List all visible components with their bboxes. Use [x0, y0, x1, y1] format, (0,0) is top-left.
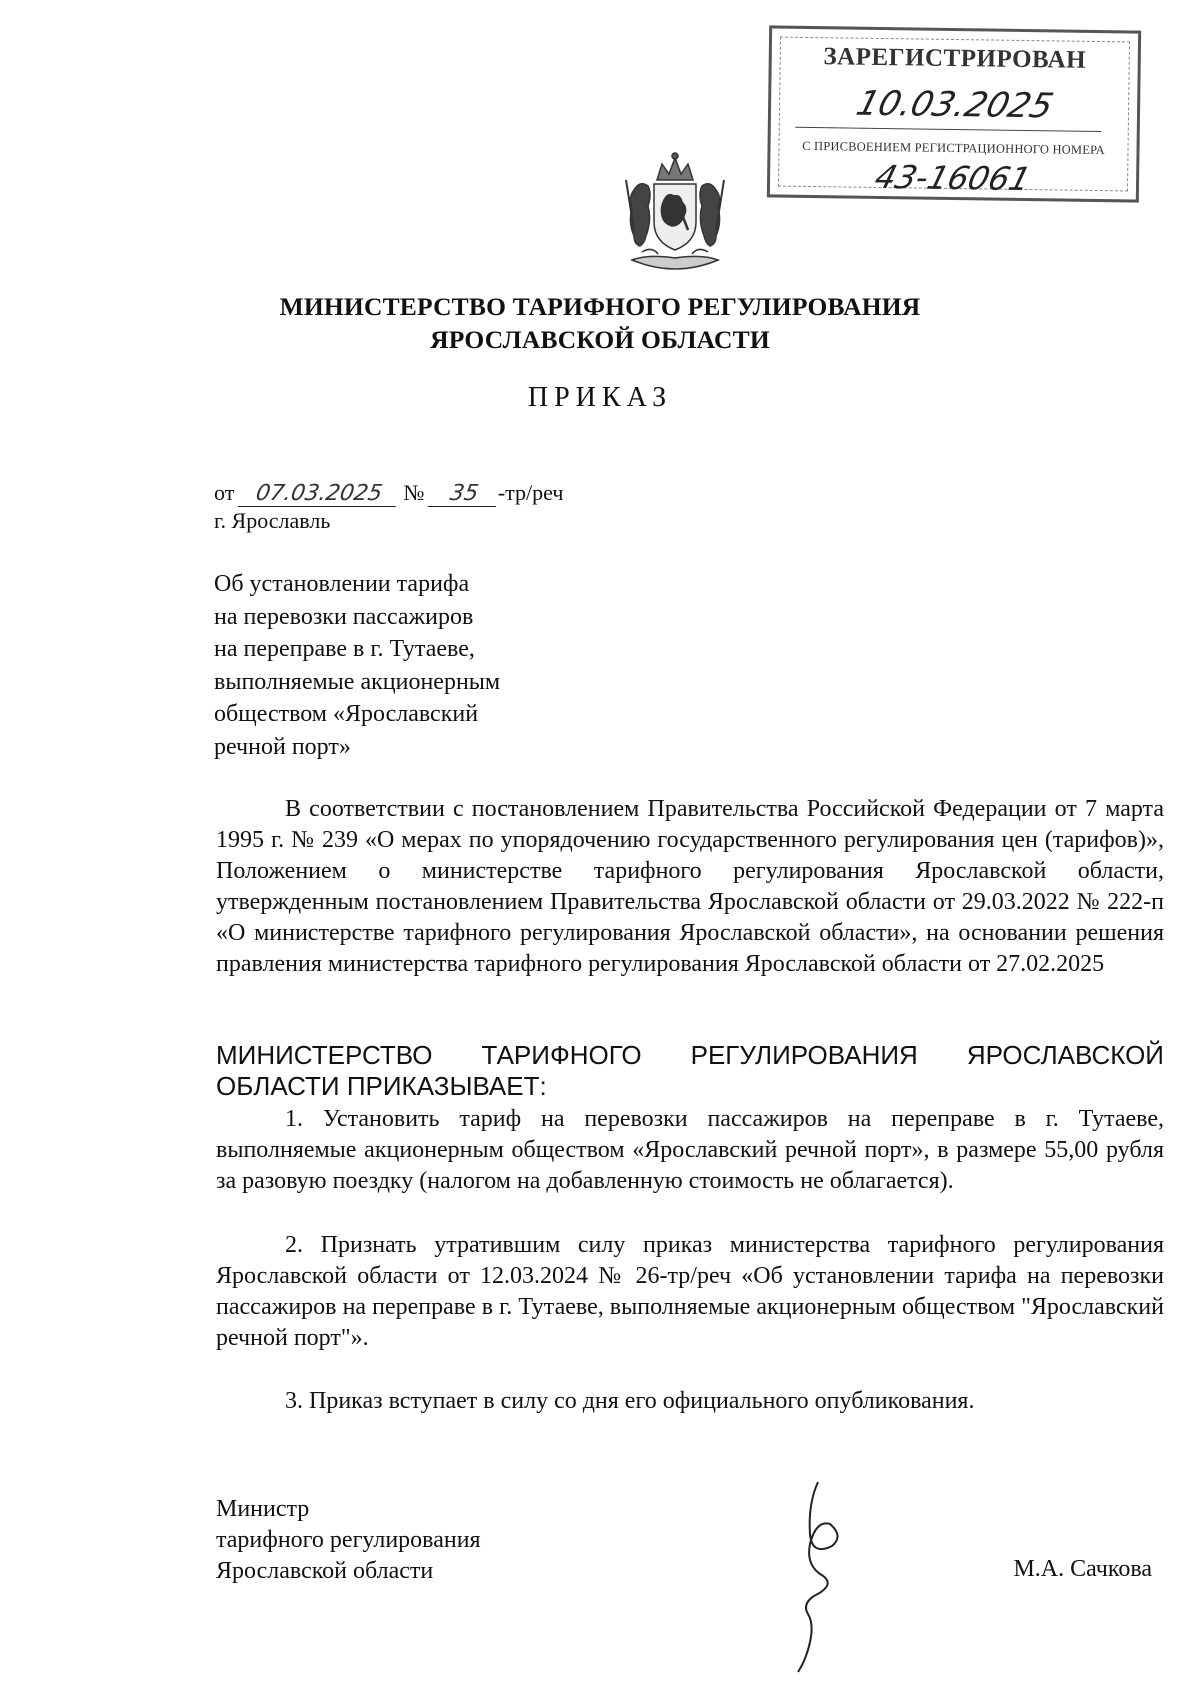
number-label: № [403, 480, 425, 505]
subject-line: на перевозки пассажиров [214, 603, 474, 630]
ministry-title-line2: ЯРОСЛАВСКОЙ ОБЛАСТИ [430, 325, 770, 354]
subject-line: выполняемые акционерным [214, 668, 501, 695]
order-subject [214, 568, 574, 763]
subject-line: обществом «Ярославский [214, 701, 479, 727]
subject-line: речной порт» [214, 733, 351, 760]
signer-position [216, 1494, 481, 1587]
order-date: 07.03.2025 [238, 481, 401, 507]
bear-coat-of-arms-icon [612, 150, 738, 280]
stamp-registration-number: 43-16061 [870, 157, 1035, 198]
stamp-title: ЗАРЕГИСТРИРОВАН [823, 43, 1087, 74]
order-number-suffix: -тр/реч [497, 480, 564, 505]
signer-name: М.А. Сачкова [1013, 1556, 1152, 1582]
registration-stamp [767, 25, 1141, 202]
subject-line: Об установлении тарифа [214, 571, 470, 597]
from-label: от [214, 480, 235, 505]
document-type: ПРИКАЗ [527, 382, 673, 413]
order-item-2: 2. Признать утратившим силу приказ министерства тарифного регулирования Ярославской области от 12.03.2024 № 26-тр/реч «Об установлении тарифа на перевозки пассажиров на переправе в г. Тутаеве, выполняемые акционерным обществом "Ярославский речной порт"». [216, 1232, 1164, 1351]
stamp-date: 10.03.2025 [795, 83, 1113, 132]
order-city: г. Ярославль [214, 508, 331, 533]
ministry-title-line1: МИНИСТЕРСТВО ТАРИФНОГО РЕГУЛИРОВАНИЯ [279, 292, 921, 321]
signer-position-line: Ярославской области [216, 1558, 434, 1584]
order-item-1: 1. Установить тариф на перевозки пассажиров на переправе в г. Тутаеве, выполняемые акционерным обществом «Ярославский речной порт», в размере 55,00 рубля за разовую поездку (налогом на добавленную стоимость не облагается). [216, 1106, 1164, 1194]
order-item-3: 3. Приказ вступает в силу со дня его официального опубликования. [285, 1388, 975, 1414]
handwritten-signature [780, 1474, 870, 1674]
stamp-caption: С ПРИСВОЕНИЕМ РЕГИСТРАЦИОННОГО НОМЕРА [802, 138, 1105, 158]
preamble-paragraph: В соответствии с постановлением Правительства Российской Федерации от 7 марта 1995 г. № 239 «О мерах по упорядочению государственного регулирования цен (тарифов)», Положением о министерстве тарифного регулирования Ярославской области, утвержденным постановлением Правительства Ярославской области от 29.03.2022 № 222-п «О министерстве тарифного регулирования Ярославской области», на основании решения правления министерства тарифного регулирования Ярославской области от 27.02.2025 [216, 796, 1164, 977]
order-date-number-line [214, 480, 563, 507]
orders-declaration: МИНИСТЕРСТВО ТАРИФНОГО РЕГУЛИРОВАНИЯ ЯРОСЛАВСКОЙ ОБЛАСТИ ПРИКАЗЫВАЕТ: [216, 1040, 1164, 1101]
subject-line: на переправе в г. Тутаеве, [214, 636, 475, 662]
signer-position-line: Министр [216, 1496, 310, 1522]
signer-position-line: тарифного регулирования [216, 1527, 481, 1553]
order-number: 35 [428, 481, 501, 507]
